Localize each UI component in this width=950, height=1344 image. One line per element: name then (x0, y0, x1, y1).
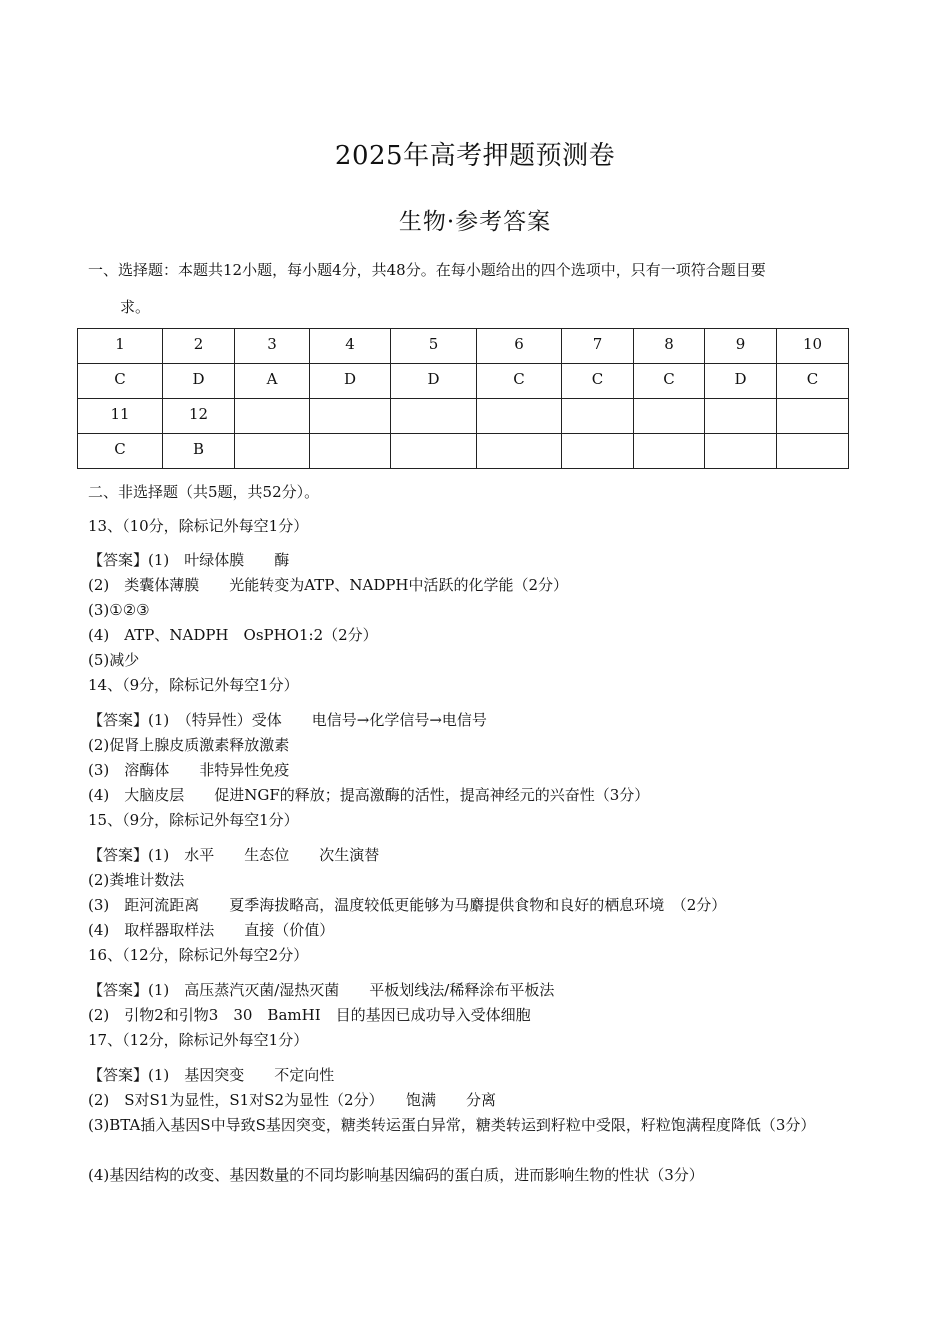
answer-table-cell (777, 399, 849, 434)
answer-line: 17、（12分，除标记外每空1分） (88, 1031, 309, 1049)
answer-table-row (78, 364, 849, 399)
answer-line: 【答案】(1) 高压蒸汽灭菌/湿热灭菌 平板划线法/稀释涂布平板法 (88, 981, 555, 999)
answer-table-cell (391, 434, 477, 469)
answer-table-cell: 5 (391, 329, 477, 364)
answer-table-cell (777, 434, 849, 469)
answer-table-cell: B (163, 434, 235, 469)
answer-table-cell (235, 434, 310, 469)
answer-table-cell: 11 (78, 399, 163, 434)
answer-table-cell (562, 399, 634, 434)
section1-heading-text: 一、选择题：本题共12小题，每小题4分，共48分。在每小题给出的四个选项中，只有一项符合题目要 (88, 261, 766, 279)
answer-table-cell: 7 (562, 329, 634, 364)
answer-line: (2) 引物2和引物3 30 BamHI 目的基因已成功导入受体细胞 (88, 1006, 531, 1024)
answer-line: 【答案】(1) 水平 生态位 次生演替 (88, 846, 380, 864)
answer-table-cell: D (310, 364, 391, 399)
page-title: 2025年高考押题预测卷 (334, 141, 616, 171)
answer-table-cell: D (705, 364, 777, 399)
answer-table-cell: C (562, 364, 634, 399)
answer-line: (2)促肾上腺皮质激素释放激素 (88, 736, 290, 754)
answer-line: (2) 类囊体薄膜 光能转变为ATP、NADPH中活跃的化学能（2分） (88, 576, 569, 594)
answer-table-cell (391, 399, 477, 434)
answer-table-cell (310, 434, 391, 469)
answer-table-cell: 2 (163, 329, 235, 364)
answer-line: (5)减少 (88, 651, 140, 669)
answer-table-cell: 1 (78, 329, 163, 364)
answer-line: (2)粪堆计数法 (88, 871, 185, 889)
answer-line: 【答案】(1) 叶绿体膜 酶 (88, 551, 290, 569)
answer-line: (3)①②③ (88, 601, 150, 619)
answer-line: 15、（9分，除标记外每空1分） (88, 811, 299, 829)
answer-table-row (78, 434, 849, 469)
answer-table-cell: A (235, 364, 310, 399)
answer-line: (2) S对S1为显性，S1对S2为显性（2分） 饱满 分离 (88, 1091, 497, 1109)
answer-table-cell (235, 399, 310, 434)
answer-table-cell (477, 399, 562, 434)
answer-line: (4) 大脑皮层 促进NGF的释放；提高激酶的活性，提高神经元的兴奋性（3分） (88, 786, 650, 804)
answer-line: 【答案】(1) （特异性）受体 电信号→化学信号→电信号 (88, 711, 487, 729)
answer-line: (4) ATP、NADPH OsPHO1:2（2分） (88, 626, 378, 644)
answer-table-cell: C (78, 434, 163, 469)
section1-heading (88, 260, 868, 317)
answer-table-cell: 3 (235, 329, 310, 364)
answer-line: 16、（12分，除标记外每空2分） (88, 946, 309, 964)
answer-line: (4) 取样器取样法 直接（价值） (88, 921, 335, 939)
answer-table-cell (634, 434, 705, 469)
answer-table-cell: C (477, 364, 562, 399)
answer-table-cell: 12 (163, 399, 235, 434)
answer-table-cell (562, 434, 634, 469)
answer-table-cell: D (163, 364, 235, 399)
answer-table-cell: 4 (310, 329, 391, 364)
answer-table-cell: 10 (777, 329, 849, 364)
answer-table-cell (705, 434, 777, 469)
answer-table-cell: 8 (634, 329, 705, 364)
answer-table-cell: D (391, 364, 477, 399)
answer-table-row (78, 399, 849, 434)
page-subtitle: 生物·参考答案 (398, 209, 552, 235)
answer-table-row (78, 329, 849, 364)
answer-table-cell: 9 (705, 329, 777, 364)
answer-table-cell: 6 (477, 329, 562, 364)
answer-table-cell: C (777, 364, 849, 399)
answer-paragraph: (4)基因结构的改变、基因数量的不同均影响基因编码的蛋白质，进而影响生物的性状（3分） (88, 1166, 704, 1184)
answer-line: 14、（9分，除标记外每空1分） (88, 676, 299, 694)
section1-heading-cont: 求。 (120, 298, 151, 316)
answer-line: 【答案】(1) 基因突变 不定向性 (88, 1066, 335, 1084)
answer-line: (3) 溶酶体 非特异性免疫 (88, 761, 290, 779)
answer-table-cell (477, 434, 562, 469)
answer-line: (3) 距河流距离 夏季海拔略高，温度较低更能够为马麝提供食物和良好的栖息环境 （2分） (88, 896, 727, 914)
answer-table-cell (705, 399, 777, 434)
section2-heading: 二、非选择题（共5题，共52分）。 (88, 483, 320, 501)
answer-table-cell (310, 399, 391, 434)
answer-table (77, 328, 849, 469)
answer-paragraph: (3)BTA插入基因S中导致S基因突变，糖类转运蛋白异常，糖类转运到籽粒中受限，籽粒饱满程度降低（3分） (88, 1116, 816, 1134)
answer-table-cell: C (634, 364, 705, 399)
answer-line: 13、（10分，除标记外每空1分） (88, 517, 309, 535)
answer-table-cell (634, 399, 705, 434)
answer-table-cell: C (78, 364, 163, 399)
